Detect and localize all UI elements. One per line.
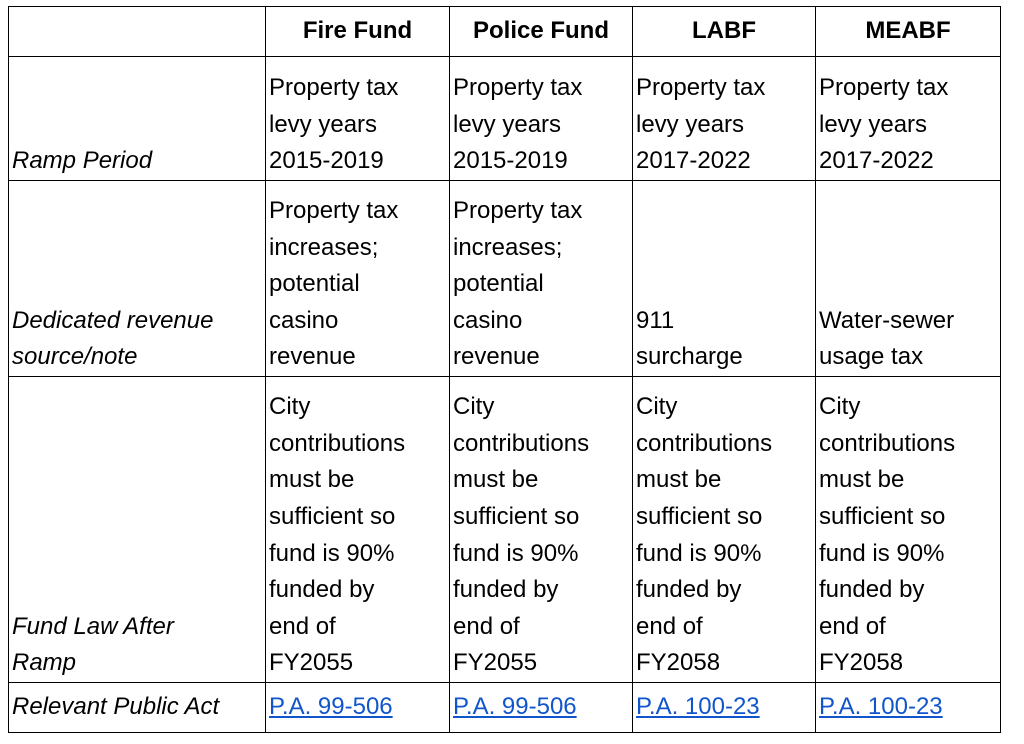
cell-text-line: 2017-2022 xyxy=(819,147,934,175)
cell-text-line: must be xyxy=(453,466,539,494)
row-label-public-act: Relevant Public Act xyxy=(9,683,266,733)
cell-act-fire xyxy=(266,683,450,733)
cell-text-line: City xyxy=(269,393,311,421)
cell-text-line: Property tax xyxy=(269,74,399,102)
cell-act-labf xyxy=(633,683,816,733)
cell-text-line: sufficient so xyxy=(819,503,946,531)
cell-text-line: Water-sewer xyxy=(819,306,955,334)
cell-text-line: end of xyxy=(453,612,520,640)
cell-text-line: City xyxy=(453,393,495,421)
cell-text-line: 2015-2019 xyxy=(269,147,384,175)
table-row-fund-law xyxy=(9,377,1001,683)
public-act-link-meabf[interactable]: P.A. 100-23 xyxy=(819,693,943,721)
cell-text-line: casino xyxy=(269,306,339,334)
cell-text-line: funded by xyxy=(636,576,742,604)
cell-text-line: potential xyxy=(453,270,544,298)
cell-text-line: must be xyxy=(819,466,905,494)
cell-text-line: increases; xyxy=(453,233,563,261)
cell-revenue-labf xyxy=(633,181,816,377)
cell-text-line: contributions xyxy=(269,429,406,457)
header-fire-fund: Fire Fund xyxy=(266,7,450,57)
header-row xyxy=(9,7,1001,57)
cell-act-meabf xyxy=(816,683,1001,733)
public-act-link-police[interactable]: P.A. 99-506 xyxy=(453,693,577,721)
cell-text-line: levy years xyxy=(269,110,378,138)
cell-text-line: contributions xyxy=(819,429,956,457)
row-label-line: Dedicated revenue xyxy=(12,306,214,334)
cell-act-police xyxy=(450,683,633,733)
cell-text-line: increases; xyxy=(269,233,379,261)
cell-text-line: funded by xyxy=(453,576,559,604)
header-empty-cell xyxy=(9,7,266,57)
cell-text-line: Property tax xyxy=(269,197,399,225)
cell-text-line: Property tax xyxy=(453,74,583,102)
cell-text-line: revenue xyxy=(453,343,540,371)
cell-text-line: fund is 90% xyxy=(269,539,395,567)
cell-ramp-labf xyxy=(633,57,816,181)
public-act-link-labf[interactable]: P.A. 100-23 xyxy=(636,693,760,721)
cell-text-line: sufficient so xyxy=(269,503,396,531)
cell-text-line: 911 xyxy=(636,306,675,334)
cell-text-line: City xyxy=(819,393,861,421)
cell-law-meabf xyxy=(816,377,1001,683)
cell-text-line: end of xyxy=(269,612,336,640)
header-labf: LABF xyxy=(633,7,816,57)
cell-text-line: surcharge xyxy=(636,343,743,371)
cell-text-line: must be xyxy=(269,466,355,494)
cell-text-line: fund is 90% xyxy=(453,539,579,567)
cell-text-line: must be xyxy=(636,466,722,494)
cell-text-line: 2015-2019 xyxy=(453,147,568,175)
header-police-fund: Police Fund xyxy=(450,7,633,57)
cell-ramp-police xyxy=(450,57,633,181)
table-row-dedicated-revenue xyxy=(9,181,1001,377)
cell-text-line: levy years xyxy=(453,110,562,138)
cell-text-line: casino xyxy=(453,306,523,334)
cell-text-line: levy years xyxy=(819,110,928,138)
cell-text-line: sufficient so xyxy=(636,503,763,531)
cell-revenue-fire xyxy=(266,181,450,377)
cell-text-line: City xyxy=(636,393,678,421)
cell-text-line: usage tax xyxy=(819,343,924,371)
cell-text-line: potential xyxy=(269,270,360,298)
pension-fund-table xyxy=(8,6,1001,733)
cell-ramp-fire xyxy=(266,57,450,181)
row-label-dedicated-revenue xyxy=(9,181,266,377)
cell-text-line: end of xyxy=(636,612,703,640)
row-label-line: Fund Law After xyxy=(12,612,174,640)
cell-revenue-police xyxy=(450,181,633,377)
cell-text-line: FY2058 xyxy=(819,649,904,677)
cell-text-line: 2017-2022 xyxy=(636,147,751,175)
row-label-line: source/note xyxy=(12,343,138,371)
cell-text-line: FY2058 xyxy=(636,649,721,677)
cell-text-line: sufficient so xyxy=(453,503,580,531)
cell-text-line: Property tax xyxy=(819,74,949,102)
cell-text-line: FY2055 xyxy=(269,649,354,677)
cell-text-line: levy years xyxy=(636,110,745,138)
table-row-public-act xyxy=(9,683,1001,733)
cell-text-line: fund is 90% xyxy=(636,539,762,567)
cell-law-labf xyxy=(633,377,816,683)
row-label-ramp-period: Ramp Period xyxy=(9,57,266,181)
cell-text-line: revenue xyxy=(269,343,356,371)
cell-text-line: contributions xyxy=(453,429,590,457)
cell-law-fire xyxy=(266,377,450,683)
cell-revenue-meabf xyxy=(816,181,1001,377)
header-meabf: MEABF xyxy=(816,7,1001,57)
cell-law-police xyxy=(450,377,633,683)
table-row-ramp-period xyxy=(9,57,1001,181)
cell-text-line: end of xyxy=(819,612,886,640)
cell-text-line: FY2055 xyxy=(453,649,538,677)
public-act-link-fire[interactable]: P.A. 99-506 xyxy=(269,693,393,721)
cell-text-line: fund is 90% xyxy=(819,539,945,567)
cell-text-line: Property tax xyxy=(636,74,766,102)
cell-ramp-meabf xyxy=(816,57,1001,181)
cell-text-line: Property tax xyxy=(453,197,583,225)
cell-text-line: contributions xyxy=(636,429,773,457)
row-label-line: Ramp xyxy=(12,649,77,677)
cell-text-line: funded by xyxy=(819,576,925,604)
row-label-fund-law xyxy=(9,377,266,683)
cell-text-line: funded by xyxy=(269,576,375,604)
